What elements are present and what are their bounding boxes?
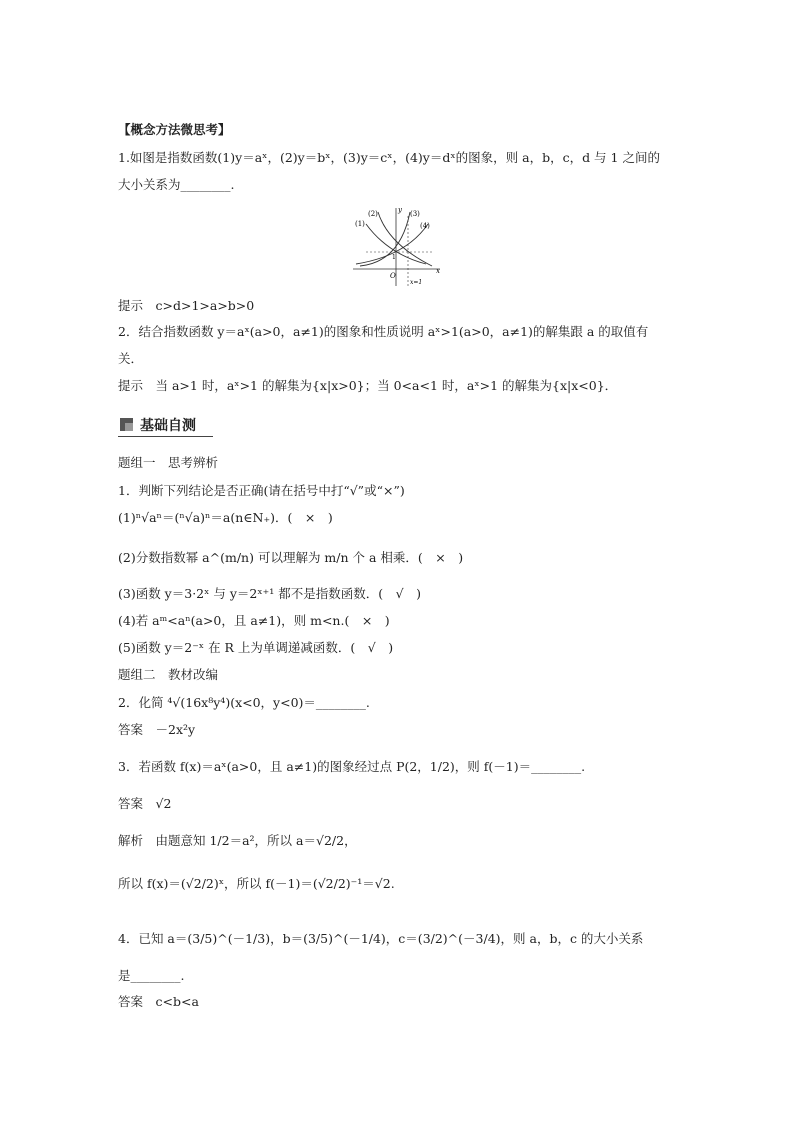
answer-4: 答案 c<b<a	[118, 994, 199, 1009]
answer-3: 答案 √2	[118, 796, 172, 811]
hint-1: 提示 c>d>1>a>b>0	[118, 298, 255, 313]
section-icon-inner	[125, 423, 133, 431]
y-axis-label: y	[398, 206, 402, 214]
judge-item-5: (5)函数 y＝2⁻ˣ 在 R 上为单调递减函数．( √ )	[118, 640, 394, 655]
question-3: 3．若函数 f(x)＝aˣ(a>0，且 a≠1)的图象经过点 P(2，1/2)，则 f(－1)＝________.	[118, 759, 586, 774]
one-label: 1	[392, 254, 396, 261]
question-simplify: 2．化简 ⁴√(16x⁸y⁴)(x<0，y<0)＝________.	[118, 695, 370, 710]
graph-label-4: (4)	[420, 222, 430, 230]
graph-label-3: (3)	[410, 210, 420, 218]
origin-label: O	[390, 272, 396, 280]
exponential-graph-figure	[348, 204, 448, 289]
section-title: 基础自测	[140, 418, 196, 434]
judge-item-1: (1)ⁿ√aⁿ＝(ⁿ√a)ⁿ＝a(n∈N₊)．( × )	[118, 510, 333, 525]
judge-item-4: (4)若 aᵐ<aⁿ(a>0，且 a≠1)，则 m<n.( × )	[118, 613, 390, 628]
curve-3	[360, 212, 410, 266]
judge-intro: 1．判断下列结论是否正确(请在括号中打“√”或“×”)	[118, 483, 405, 498]
analysis-3-line-2: 所以 f(x)＝(√2/2)ˣ，所以 f(－1)＝(√2/2)⁻¹＝√2.	[118, 876, 395, 891]
question-4-line-2: 是________.	[118, 968, 185, 983]
judge-item-3: (3)函数 y＝3·2ˣ 与 y＝2ˣ⁺¹ 都不是指数函数．( √ )	[118, 586, 421, 601]
group-2-title: 题组二 教材改编	[118, 667, 219, 682]
question-1-line-2: 大小关系为________.	[118, 177, 235, 192]
question-2-line-2: 关．	[118, 351, 144, 366]
analysis-3-line-1: 解析 由题意知 1/2＝a²，所以 a＝√2/2，	[118, 833, 357, 848]
hint-2: 提示 当 a>1 时，aˣ>1 的解集为{x|x>0}；当 0<a<1 时，aˣ>1 的解集为{x|x<0}．	[118, 378, 618, 393]
x-equals-1-label: x=1	[410, 279, 423, 286]
question-4-line-1: 4．已知 a＝(3/5)^(－1/3)，b＝(3/5)^(－1/4)，c＝(3/2)^(－3/4)，则 a，b，c 的大小关系	[118, 931, 644, 946]
concept-header: 【概念方法微思考】	[118, 122, 231, 137]
answer-simplify: 答案 －2x²y	[118, 722, 196, 737]
graph-label-2: (2)	[368, 210, 378, 218]
curve-2	[378, 212, 432, 266]
judge-item-2: (2)分数指数幂 a^(m/n) 可以理解为 m/n 个 a 相乘．( × )	[118, 550, 464, 565]
x-axis-label: x	[436, 267, 440, 275]
graph-label-1: (1)	[355, 220, 365, 228]
question-2-line-1: 2．结合指数函数 y＝aˣ(a>0，a≠1)的图象和性质说明 aˣ>1(a>0，a≠1)的解集跟 a 的取值有	[118, 324, 649, 339]
group-1-title: 题组一 思考辨析	[118, 455, 219, 470]
question-1-line-1: 1.如图是指数函数(1)y＝aˣ，(2)y＝bˣ，(3)y＝cˣ，(4)y＝dˣ的图象，则 a，b，c，d 与 1 之间的	[118, 150, 660, 165]
section-header	[118, 414, 213, 437]
